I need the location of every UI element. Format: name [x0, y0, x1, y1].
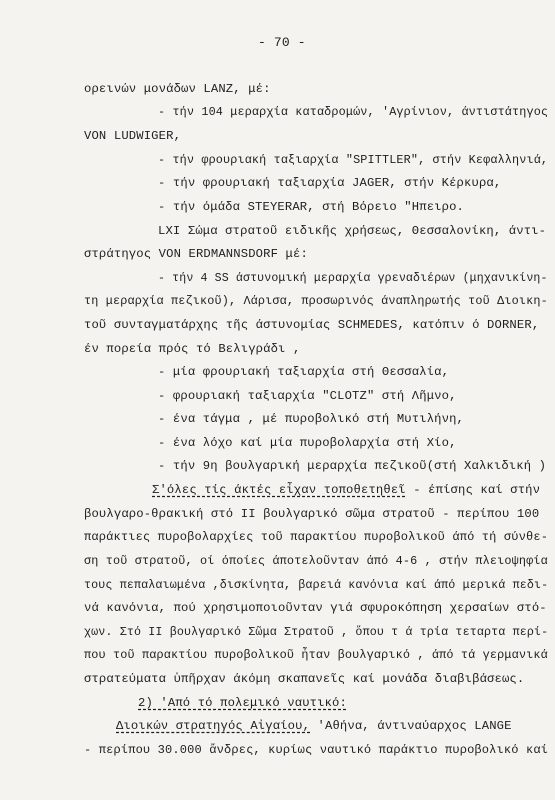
text-line: χων. Στό II βουλγαρικό Σῶμα Στρατοῦ , ὅπου τ ά τρία τεταρτα περί- — [84, 625, 549, 639]
text-line: στρατεύματα ὑπῆρχαν άκόμη σκαπανεῖς καί μονάδα διαβιβάσεως. — [84, 672, 525, 686]
underlined-heading: Σ'όλες τίς άκτές εἶχαν τοποθετηθεῖ — [152, 483, 406, 497]
text-line: - τήν 4 SS άστυνομική μεραρχία γρεναδιέρων (μηχανικίνη- — [158, 271, 548, 285]
text-line: - τήν φρουριακή ταξιαρχία JAGER, στήν Κέρκυρα, — [158, 176, 502, 190]
section-heading-text: 2) 'Από τό πολεμικό ναυτικό: — [138, 696, 347, 710]
page-number: - 70 - — [258, 35, 306, 50]
text-line: - τήν φρουριακή ταξιαρχία "SPITTLER", στήν Κεφαλληνιά, — [158, 153, 549, 167]
text-line: ση τοῦ στρατοῦ, οί όποίες άποτελοῦνταν άπό 4-6 , στήν πλειοψηφία — [84, 554, 548, 568]
text-line: ορεινών μονάδων LANZ, μέ: — [84, 82, 271, 96]
text-line: - ένα λόχο καί μία πυροβολαρχία στή Χίο, — [158, 436, 457, 450]
text-line: τη μεραρχία πεζικοῦ), Λάρισα, προσωρινός άναπληρωτής τοῦ Διοικη- — [84, 294, 548, 308]
section-heading — [138, 696, 347, 710]
underlined-phrase — [116, 719, 512, 733]
text-line: LXI Σώμα στρατοῦ ειδικῆς χρήσεως, Θεσσαλονίκη, άντι- — [158, 224, 547, 238]
text-line: τους πεπαλαιωμένα ,δισκίνητα, βαρειά κανόνια καί άπό μερικά πεδι- — [84, 578, 549, 592]
text-line-tail: - έπίσης καί στήν — [405, 483, 541, 497]
text-line: βουλγαρο-θρακική στό II βουλγαρικό σῶμα στρατοῦ - περίπου 100 — [84, 507, 540, 521]
text-line: - φρουριακή ταξιαρχία "CLOTZ" στή Λῆμνο, — [158, 389, 457, 403]
underlined-phrase — [152, 483, 540, 497]
text-line: VON LUDWIGER, — [84, 129, 182, 143]
text-line: - ένα τάγμα , μέ πυροβολικό στή Μυτιλήνη, — [158, 412, 465, 426]
text-line: τοῦ συνταγματάρχης τῆς άστυνομίας SCHMEDES, κατόπιν ό DORNER, — [84, 318, 540, 332]
text-line: παράκτιες πυροβολαρχίες τοῦ παρακτίου πυροβολικοῦ άπό τή σύνθε- — [84, 530, 549, 544]
text-line: έν πορεία πρός τό Βελιγράδι , — [84, 342, 301, 356]
text-line: - περίπου 30.000 ἄνδρες, κυρίως ναυτικό παράκτιο πυροβολικό καί — [84, 743, 549, 757]
underlined-heading: Διοικών στρατηγός Αἰγαίου, — [116, 719, 311, 733]
text-line: στράτηγος VON ERDMANNSDORF μέ: — [84, 247, 308, 261]
text-line: - μία φρουριακή ταξιαρχία στή Θεσσαλία, — [158, 365, 450, 379]
text-line: νά κανόνια, πού χρησιμοποιοῦνταν γιά σφυροκόπηση χερσαίων στό- — [84, 601, 547, 615]
text-line: - τήν 9η βουλγαρική μεραρχία πεζικοῦ(στή Χαλκιδική ) — [158, 459, 547, 473]
text-line: - τήν 104 μεραρχία καταδρομών, 'Αγρίνιον, άντιστάτηγος — [158, 105, 549, 119]
text-line: που τοῦ παρακτίου πυροβολικοῦ ἦταν βουλγαρικό , άπό τά γερμανικά — [84, 648, 548, 662]
text-line-tail: 'Αθήνα, άντιναύαρχος LANGE — [310, 719, 512, 733]
text-line: - τήν όμάδα STEYERAR, στή Βόρειο "Ηπειρο. — [158, 200, 465, 214]
